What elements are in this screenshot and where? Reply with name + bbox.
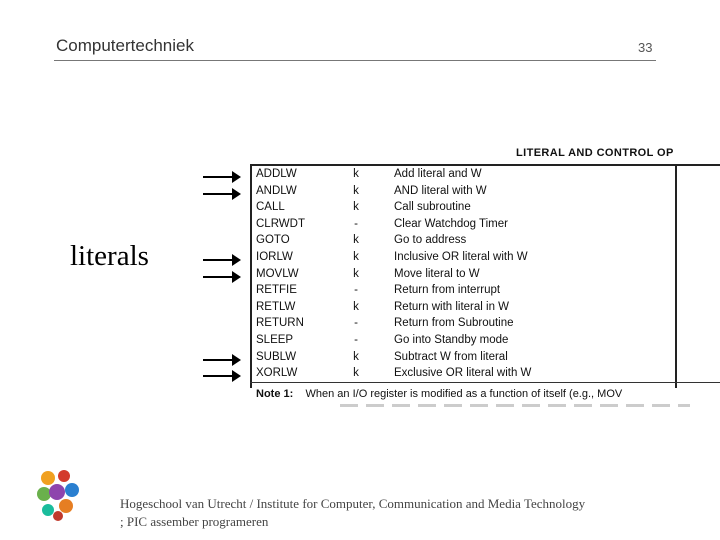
instruction-table-scan [250, 140, 720, 412]
instr-mnemonic: CLRWDT [256, 217, 305, 230]
note-label: Note 1: [256, 388, 294, 400]
instr-description: Inclusive OR literal with W [394, 251, 528, 263]
instr-mnemonic: RETLW [256, 300, 296, 313]
instr-description: Exclusive OR literal with W [394, 367, 532, 380]
instr-mnemonic: IORLW [256, 251, 293, 263]
instr-operand: k [353, 184, 359, 197]
institution-logo-icon [34, 466, 80, 522]
instr-operand: k [353, 251, 359, 263]
instr-description: AND literal with W [394, 184, 487, 197]
instr-operand: - [354, 284, 358, 297]
arrow-right-icon [203, 359, 239, 361]
instr-description: Add literal and W [394, 168, 482, 180]
instr-description: Return from interrupt [394, 284, 501, 297]
page-number: 33 [638, 40, 653, 55]
instr-description: Call subroutine [394, 201, 471, 214]
instr-mnemonic: SLEEP [256, 334, 294, 346]
note-text: When an I/O register is modified as a function of itself (e.g., MOV [305, 388, 623, 400]
table-row [250, 201, 720, 218]
instr-description: Clear Watchdog Timer [394, 217, 508, 230]
table-row [250, 168, 720, 185]
instr-mnemonic: XORLW [256, 367, 298, 380]
instr-operand: k [353, 168, 359, 180]
page-title: Computertechniek [56, 36, 194, 55]
side-label: literals [70, 240, 149, 272]
table-row [250, 185, 720, 202]
note-continuation [340, 404, 690, 407]
table-heading: LITERAL AND CONTROL OP [516, 147, 674, 159]
table-top-rule [250, 164, 720, 166]
instr-mnemonic: SUBLW [256, 350, 297, 363]
arrow-right-icon [203, 276, 239, 278]
instr-description: Return from Subroutine [394, 317, 514, 330]
table-bottom-rule [250, 382, 720, 383]
arrow-right-icon [203, 375, 239, 377]
footer-course: ; PIC assember programeren [120, 514, 269, 529]
header-divider [54, 60, 656, 61]
table-row [250, 218, 720, 235]
table-row [250, 284, 720, 301]
arrow-right-icon [203, 259, 239, 261]
table-row [250, 334, 720, 351]
instr-mnemonic: CALL [256, 201, 285, 214]
instr-description: Go to address [394, 234, 467, 247]
arrow-right-icon [203, 193, 239, 195]
table-row [250, 351, 720, 368]
instr-mnemonic: GOTO [256, 234, 290, 247]
table-row [250, 317, 720, 334]
table-row [250, 251, 720, 268]
footer-institution: Hogeschool van Utrecht / Institute for Computer, Communication and Media Technology [120, 496, 586, 511]
instr-description: Move literal to W [394, 267, 480, 280]
instr-mnemonic: ADDLW [256, 168, 297, 180]
instr-operand: - [354, 317, 358, 330]
instr-mnemonic: RETURN [256, 317, 304, 330]
instr-mnemonic: MOVLW [256, 267, 299, 280]
instr-description: Return with literal in W [394, 300, 510, 313]
arrow-right-icon [203, 176, 239, 178]
table-row [250, 268, 720, 285]
instr-operand: - [354, 334, 358, 346]
instr-operand: k [353, 367, 359, 380]
instr-operand: k [353, 267, 359, 280]
instr-description: Go into Standby mode [394, 334, 509, 346]
instr-description: Subtract W from literal [394, 350, 508, 363]
table-row [250, 234, 720, 251]
instr-operand: k [353, 234, 359, 247]
table-note [256, 388, 622, 400]
instr-operand: k [353, 350, 359, 363]
instr-mnemonic: RETFIE [256, 284, 297, 297]
instr-operand: k [353, 300, 359, 313]
instr-operand: k [353, 201, 359, 214]
instr-operand: - [354, 217, 358, 230]
instr-mnemonic: ANDLW [256, 184, 297, 197]
table-row [250, 301, 720, 318]
